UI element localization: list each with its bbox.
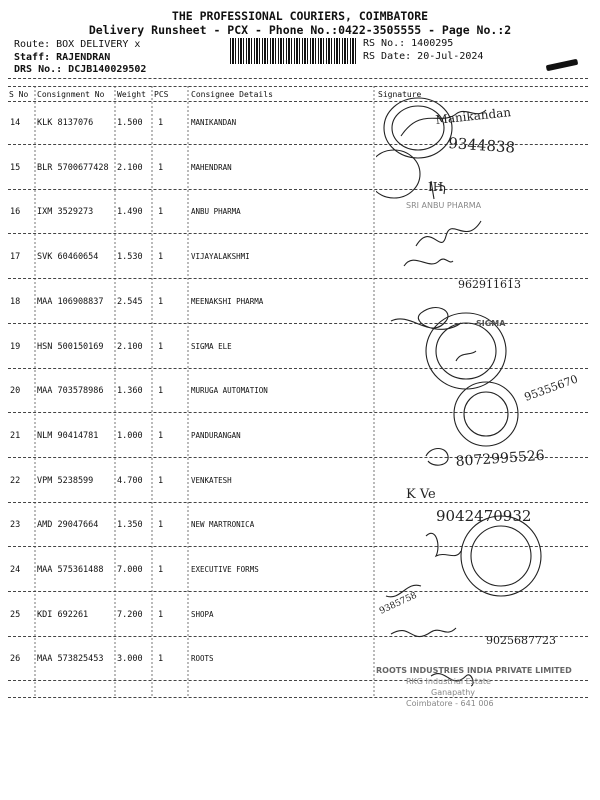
pcs-cell: 1: [158, 118, 164, 128]
stamp-circle: [384, 98, 452, 158]
pcs-cell: 1: [158, 654, 164, 665]
rs-date-text: RS Date: 20-Jul-2024: [363, 51, 484, 62]
consignment-cell: MAA 703578986: [37, 386, 104, 397]
weight-cell: 4.700: [117, 475, 143, 486]
runsheet-title: Delivery Runsheet - PCX - Phone No.:0422-3505555 - Page No.:2: [88, 23, 512, 37]
pcs-cell: 1: [158, 565, 164, 575]
header-left: [14, 39, 146, 77]
handwriting: K Ve: [406, 487, 436, 502]
handwriting: IH: [428, 180, 444, 194]
route-text: Route: BOX DELIVERY x: [14, 39, 141, 50]
consignment-cell: AMD 29047664: [37, 520, 99, 531]
consignment-cell: MAA 573825453: [37, 654, 104, 665]
consignee-cell: MAHENDRAN: [191, 162, 232, 172]
col-consignee: Consignee Details: [191, 90, 273, 99]
rs-no-text: RS No.: 1400295: [363, 38, 454, 49]
ink-mark: [546, 59, 579, 72]
stamp-text: SRI ANBU PHARMA: [406, 201, 482, 210]
col-pcs: PCS: [154, 90, 169, 99]
handwriting: 9385758: [378, 590, 419, 617]
sno-cell: 26: [10, 654, 21, 665]
header-right: [363, 37, 483, 63]
weight-cell: 1.360: [117, 386, 143, 397]
sno-cell: 23: [10, 520, 21, 531]
pcs-cell: 1: [158, 609, 164, 620]
pcs-cell: 1: [158, 386, 164, 397]
pcs-cell: 1: [158, 207, 164, 218]
consignee-cell: MURUGA AUTOMATION: [191, 386, 268, 396]
consignee-cell: MEENAKSHI PHARMA: [191, 296, 264, 306]
consignment-cell: MAA 575361488: [37, 565, 104, 575]
drs-text: DRS No.: DCJB140029502: [14, 64, 147, 75]
weight-cell: 1.350: [117, 520, 143, 531]
col-consignment: Consignment No: [37, 90, 105, 99]
weight-cell: 7.200: [117, 609, 143, 620]
pcs-cell: 1: [158, 341, 164, 352]
sno-cell: 14: [10, 118, 21, 128]
weight-cell: 1.530: [117, 252, 143, 263]
handwriting: 9344838: [447, 134, 516, 157]
consignment-cell: IXM 3529273: [37, 207, 94, 218]
consignee-cell: SIGMA ELE: [191, 341, 232, 351]
weight-cell: 1.000: [117, 430, 143, 441]
stamp-circle: [461, 516, 541, 596]
stamp-text: SIGMA: [476, 319, 506, 328]
handwriting: 8072995526: [455, 447, 546, 470]
stamp-text: Coimbatore - 641 006: [406, 699, 494, 708]
weight-cell: 1.490: [117, 207, 143, 218]
consignee-cell: MANIKANDAN: [191, 118, 237, 127]
sno-cell: 24: [10, 565, 21, 575]
stamp-text: ROOTS INDUSTRIES INDIA PRIVATE LIMITED: [376, 666, 572, 675]
divider: [8, 697, 588, 698]
stamp-text: RKG Industrial Estate: [406, 677, 491, 686]
sno-cell: 17: [10, 252, 21, 263]
handwriting: Manikandan: [434, 105, 512, 127]
consignment-cell: KLK 8137076: [37, 118, 94, 128]
sno-cell: 16: [10, 207, 21, 218]
col-sno: S No: [9, 90, 29, 99]
pcs-cell: 1: [158, 162, 164, 173]
consignee-cell: NEW MARTRONICA: [191, 520, 255, 530]
consignment-cell: VPM 5238599: [37, 475, 94, 486]
pcs-cell: 1: [158, 520, 164, 531]
consignee-cell: SHOPA: [191, 609, 214, 619]
consignment-cell: KDI 692261: [37, 609, 89, 620]
sno-cell: 22: [10, 475, 21, 486]
sno-cell: 15: [10, 162, 21, 173]
consignee-cell: VENKATESH: [191, 475, 232, 485]
sno-cell: 20: [10, 386, 21, 397]
handwriting: 9042470932: [436, 507, 532, 525]
weight-cell: 3.000: [117, 654, 143, 665]
sno-cell: 18: [10, 296, 21, 307]
sno-cell: 25: [10, 609, 21, 620]
weight-cell: 1.500: [117, 118, 143, 128]
consignee-cell: EXECUTIVE FORMS: [191, 565, 259, 574]
consignee-cell: VIJAYALAKSHMI: [191, 252, 250, 262]
staff-text: Staff: RAJENDRAN: [14, 51, 111, 63]
divider: [8, 78, 588, 79]
consignment-cell: SVK 60460654: [37, 252, 99, 263]
consignment-cell: NLM 90414781: [37, 430, 99, 441]
consignee-cell: ANBU PHARMA: [191, 207, 241, 217]
consignee-cell: PANDURANGAN: [191, 430, 241, 440]
handwriting: 9025687723: [486, 634, 556, 647]
signature-area: [376, 96, 591, 726]
stamp-text: Ganapathy: [431, 688, 475, 697]
sno-cell: 19: [10, 341, 21, 352]
consignment-cell: HSN 500150169: [37, 341, 104, 352]
pcs-cell: 1: [158, 296, 164, 307]
consignment-cell: MAA 106908837: [37, 296, 104, 307]
consignee-cell: ROOTS: [191, 654, 214, 664]
handwriting: 962911613: [458, 278, 521, 291]
weight-cell: 2.545: [117, 296, 143, 307]
sno-cell: 21: [10, 430, 21, 441]
col-weight: Weight: [117, 90, 146, 99]
consignment-cell: BLR 5700677428: [37, 162, 109, 173]
pcs-cell: 1: [158, 430, 164, 441]
pcs-cell: 1: [158, 252, 164, 263]
weight-cell: 2.100: [117, 341, 143, 352]
weight-cell: 2.100: [117, 162, 143, 173]
handwriting: 95355670: [522, 372, 580, 404]
barcode: [230, 38, 356, 64]
col-signature: Signature: [378, 90, 422, 99]
pcs-cell: 1: [158, 475, 164, 486]
company-title: THE PROFESSIONAL COURIERS, COIMBATORE: [171, 9, 429, 23]
weight-cell: 7.000: [117, 565, 143, 575]
